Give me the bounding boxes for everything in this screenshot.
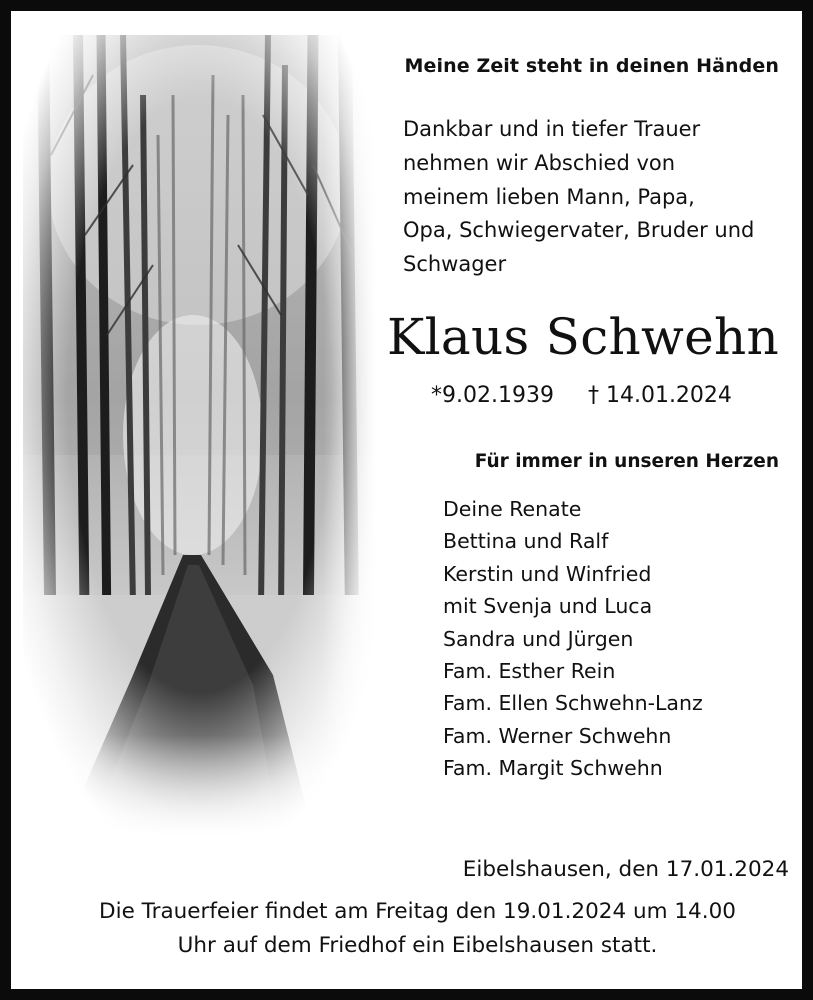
mourners-list bbox=[443, 493, 703, 785]
mourner-item: Fam. Werner Schwehn bbox=[443, 723, 672, 748]
birth-date: *9.02.1939 bbox=[431, 383, 554, 408]
intro-line: Dankbar und in tiefer Trauer bbox=[403, 117, 701, 141]
place-date-line: Eibelshausen, den 17.01.2024 bbox=[462, 857, 789, 882]
deceased-name: Klaus Schwehn bbox=[386, 308, 779, 366]
remembrance-heading: Für immer in unseren Herzen bbox=[474, 451, 779, 472]
service-line: Die Trauerfeier findet am Freitag den 19.01.2024 um 14.00 bbox=[99, 899, 736, 924]
death-date: † 14.01.2024 bbox=[587, 383, 732, 408]
intro-line: meinem lieben Mann, Papa, bbox=[403, 184, 695, 209]
intro-line: nehmen wir Abschied von bbox=[403, 150, 676, 175]
intro-text bbox=[403, 113, 793, 282]
mourner-item: Fam. Esther Rein bbox=[443, 659, 616, 684]
intro-line: Opa, Schwiegervater, Bruder und bbox=[403, 218, 755, 243]
mourner-item: Deine Renate bbox=[443, 497, 582, 521]
intro-line: Schwager bbox=[403, 252, 507, 277]
service-line: Uhr auf dem Friedhof ein Eibelshausen statt. bbox=[177, 933, 658, 958]
motto-heading: Meine Zeit steht in deinen Händen bbox=[404, 55, 779, 77]
mourner-item: Sandra und Jürgen bbox=[443, 626, 634, 651]
mourner-item: Fam. Margit Schwehn bbox=[443, 756, 663, 781]
service-info bbox=[31, 895, 804, 963]
forest-path-photo bbox=[23, 35, 377, 835]
mourner-item: Fam. Ellen Schwehn-Lanz bbox=[443, 691, 703, 716]
mourner-item: mit Svenja und Luca bbox=[443, 594, 653, 619]
life-dates bbox=[431, 383, 732, 417]
mourner-item: Bettina und Ralf bbox=[443, 529, 609, 554]
mourner-item: Kerstin und Winfried bbox=[443, 561, 652, 586]
